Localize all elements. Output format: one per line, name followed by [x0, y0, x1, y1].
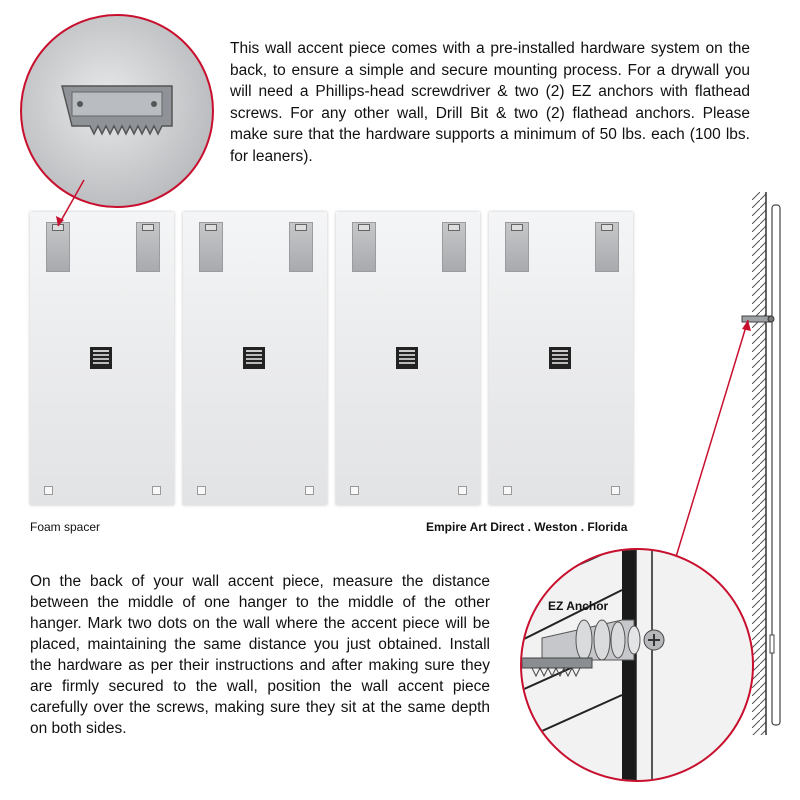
- hanger: [352, 222, 376, 272]
- foam-spacer: [152, 486, 161, 495]
- sawtooth-hanger-icon: [22, 16, 212, 206]
- panel-side-profile: [772, 205, 780, 725]
- hanger: [199, 222, 223, 272]
- intro-paragraph: This wall accent piece comes with a pre-installed hardware system on the back, to ensure a simple and secure mounting process. For a drywall you will need a Phillips-head screwdriver & two (2) EZ anchors with flathead screws. For any other wall, Drill Bit & two (2) flathead anchors. Please make sure that the hardware supports a minimum of 50 lbs. each (100 lbs. for leaners).: [230, 40, 750, 165]
- instructions-paragraph: On the back of your wall accent piece, measure the distance between the middle of one hanger to the middle of the other hanger. Mark two dots on the wall where the accent piece will be placed, maintaining the same distance you just obtained. Install the hardware as per their instructions and after making sure they are firmly secured to the wall, position the wall accent piece carefully over the screws, making sure they sit at the same depth on both sides.: [30, 573, 490, 737]
- product-label: [549, 347, 571, 369]
- hanger: [442, 222, 466, 272]
- foam-spacer-label: Foam spacer: [30, 520, 101, 534]
- hanger: [46, 222, 70, 272]
- ez-anchor-label: EZ Anchor: [548, 599, 609, 613]
- product-label: [243, 347, 265, 369]
- foam-spacer: [350, 486, 359, 495]
- pointer-arrowhead: [742, 320, 751, 331]
- hanger: [289, 222, 313, 272]
- ez-anchor-closeup: [520, 548, 754, 782]
- ez-anchor-icon: [522, 550, 752, 780]
- foam-spacer: [611, 486, 620, 495]
- sawtooth-hanger-closeup: [20, 14, 214, 208]
- foam-spacer: [44, 486, 53, 495]
- foam-spacer: [305, 486, 314, 495]
- product-label: [396, 347, 418, 369]
- panel-back-2: [183, 212, 327, 505]
- panel-back-4: [489, 212, 633, 505]
- product-label: [90, 347, 112, 369]
- hanger: [505, 222, 529, 272]
- panel-back-1: [30, 212, 174, 505]
- hanger: [136, 222, 160, 272]
- foam-spacer: [197, 486, 206, 495]
- company-credit: Empire Art Direct . Weston . Florida: [426, 520, 628, 534]
- hanger: [595, 222, 619, 272]
- anchor-pointer-line: [672, 320, 748, 570]
- foam-spacer: [458, 486, 467, 495]
- foam-spacer-side: [770, 635, 774, 653]
- wall-hatch: [752, 192, 766, 735]
- wall-anchor-icon: [742, 316, 774, 322]
- panel-back-3: [336, 212, 480, 505]
- foam-spacer: [503, 486, 512, 495]
